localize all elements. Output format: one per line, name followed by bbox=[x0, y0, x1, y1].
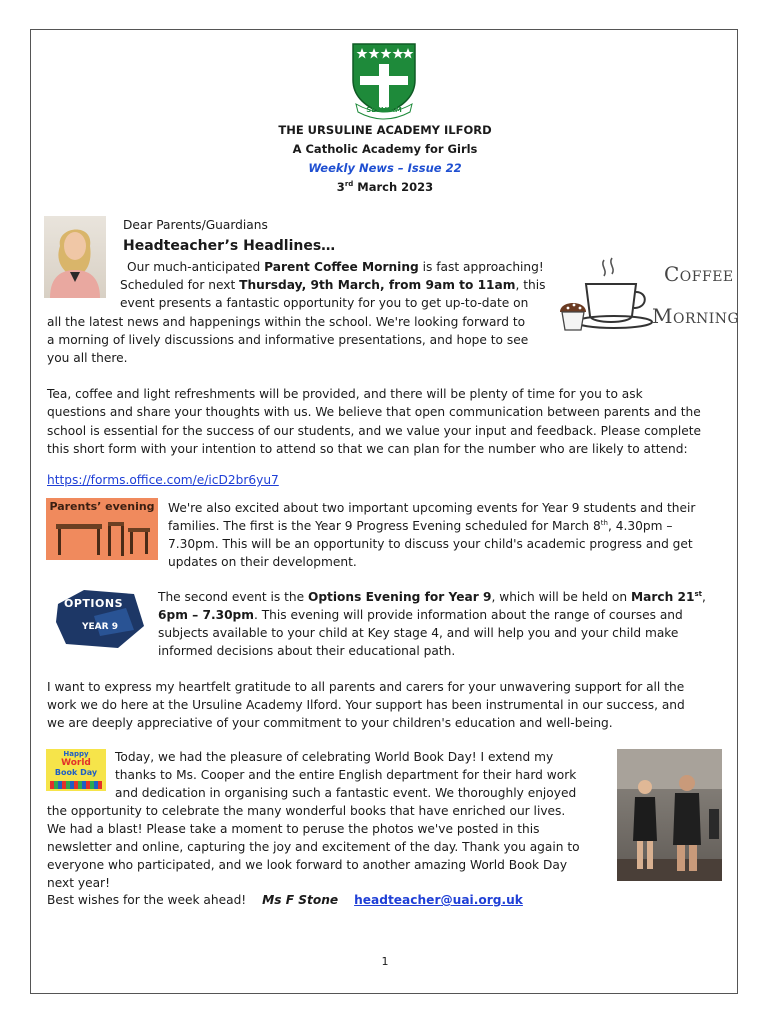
book-day-line3: and dedication in organising such a fantastic event. We thoroughly enjoyed bbox=[115, 786, 577, 800]
book-day-line1: Today, we had the pleasure of celebrating World Book Day! I extend my bbox=[115, 750, 554, 764]
book-day-line8: next year! bbox=[47, 876, 110, 890]
coffee-logo-word1: Coffee bbox=[664, 262, 734, 286]
para2-line1: Tea, coffee and light refreshments will be provided, and there will be plenty of time for you to ask bbox=[47, 387, 643, 401]
gratitude-line1: I want to express my heartfelt gratitude to all parents and carers for your unwavering support for all the bbox=[47, 680, 685, 694]
greeting: Dear Parents/Guardians bbox=[123, 218, 268, 232]
gratitude-line2: work we do here at the Ursuline Academy Ilford. Your support has been instrumental in our success, and bbox=[47, 698, 685, 712]
newsletter-date: 3rd March 2023 bbox=[336, 180, 434, 194]
para1-line6: you all there. bbox=[47, 351, 128, 365]
newsletter-issue: Weekly News – Issue 22 bbox=[308, 161, 462, 175]
parents-evening-line3: 7.30pm. This will be an opportunity to discuss your child's academic progress and get bbox=[168, 537, 693, 551]
para1-line2: Scheduled for next Thursday, 9th March, from 9am to 11am, this bbox=[120, 278, 546, 292]
options-line2: 6pm – 7.30pm. This evening will provide information about the range of courses and bbox=[158, 608, 683, 622]
para2-line4: this short form with your intention to attend so that we can plan for the number who are likely to attend: bbox=[47, 442, 688, 456]
parents-evening-image-label: Parents’ evening bbox=[49, 500, 155, 513]
signoff-name: Ms F Stone bbox=[262, 893, 339, 907]
options-image-title: OPTIONS bbox=[64, 597, 123, 610]
para2-line3: school is essential for the success of our students, and we value your input and feedback. Please complete bbox=[47, 424, 701, 438]
headteacher-email-link[interactable]: headteacher@uai.org.uk bbox=[354, 893, 523, 907]
parents-evening-image bbox=[46, 498, 158, 560]
book-day-line2: thanks to Ms. Cooper and the entire English department for their hard work bbox=[115, 768, 577, 782]
world-book-day-staff-photo bbox=[617, 749, 722, 881]
coffee-morning-form-link[interactable]: https://forms.office.com/e/icD2br6yu7 bbox=[47, 473, 279, 487]
book-day-line7: everyone who participated, and we look forward to another amazing World Book Day bbox=[47, 858, 568, 872]
book-day-line4: the opportunity to celebrate the many wonderful books that have enriched our lives. bbox=[47, 804, 566, 818]
signoff bbox=[47, 893, 523, 907]
para1-line4: all the latest news and happenings within the school. We're looking forward to bbox=[47, 315, 526, 329]
options-image-year: YEAR 9 bbox=[82, 622, 118, 632]
school-subtitle: A Catholic Academy for Girls bbox=[292, 142, 478, 156]
options-line1: The second event is the Options Evening for Year 9, which will be held on March 21st, bbox=[158, 590, 706, 605]
gratitude-line3: we are deeply appreciative of your commitment to your children's education and well-being. bbox=[47, 716, 613, 730]
options-line3: subjects available to your child at Key stage 4, and will help you and your child make bbox=[158, 626, 679, 640]
section-heading: Headteacher’s Headlines… bbox=[123, 238, 336, 254]
para1-line5: a morning of lively discussions and informative presentations, and hope to see bbox=[47, 333, 529, 347]
parents-evening-line2: families. The first is the Year 9 Progress Evening scheduled for March 8th, 4.30pm – bbox=[168, 519, 673, 534]
coffee-logo-word2: Morning bbox=[652, 304, 740, 328]
options-evening-image bbox=[54, 586, 146, 652]
page-number: 1 bbox=[381, 955, 389, 968]
signoff-text: Best wishes for the week ahead! bbox=[47, 893, 247, 907]
book-day-image-word2: World bbox=[61, 758, 91, 768]
parents-evening-line1: We're also excited about two important upcoming events for Year 9 students and their bbox=[168, 501, 696, 515]
book-day-image-word1: Happy bbox=[63, 750, 89, 758]
para1-line3: event presents a fantastic opportunity for you to get up-to-date on bbox=[120, 296, 529, 310]
world-book-day-image bbox=[46, 749, 106, 791]
headteacher-photo bbox=[44, 216, 106, 298]
crest-motto: SERVIAM bbox=[366, 106, 402, 114]
school-name: THE URSULINE ACADEMY ILFORD bbox=[278, 123, 492, 137]
book-day-line5: We had a blast! Please take a moment to peruse the photos we've posted in this bbox=[47, 822, 540, 836]
para1-line1: Our much-anticipated Parent Coffee Morning is fast approaching! bbox=[127, 260, 544, 274]
options-line4: informed decisions about their educational path. bbox=[158, 644, 456, 658]
para2-line2: questions and share your thoughts with us. We believe that open communication between parents and the bbox=[47, 405, 701, 419]
book-day-line6: newsletter and online, capturing the joy and excitement of the day. Thank you again to bbox=[47, 840, 580, 854]
book-day-image-word3: Book Day bbox=[54, 768, 98, 777]
parents-evening-line4: updates on their development. bbox=[168, 555, 357, 569]
